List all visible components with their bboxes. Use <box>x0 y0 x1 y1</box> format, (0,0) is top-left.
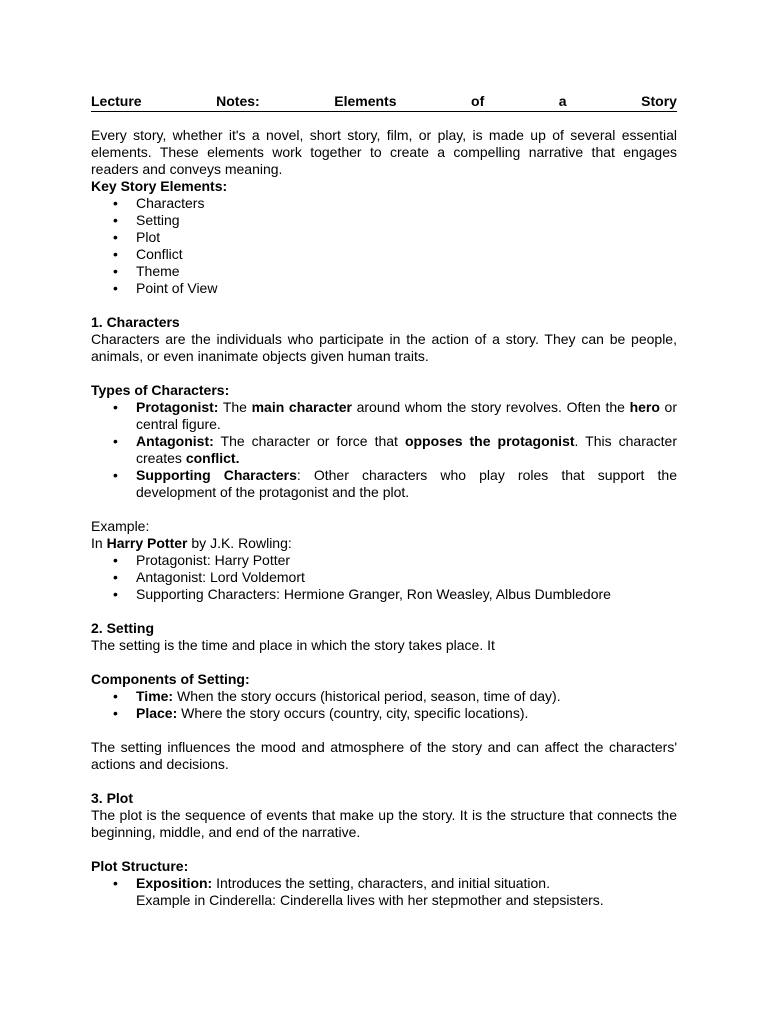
key-elements-heading: Key Story Elements: <box>91 178 228 194</box>
characters-heading: 1. Characters <box>91 314 180 330</box>
list-item: • Conflict <box>91 246 677 263</box>
characters-paragraph: Characters are the individuals who participate in the action of a story. They can be people, animals, or even inanimate objects given human traits. <box>91 331 677 364</box>
list-item <box>91 467 677 501</box>
list-item <box>91 688 677 705</box>
title-word: of <box>471 93 485 109</box>
term-label: Exposition: <box>136 875 213 891</box>
item-text: The character or force that <box>213 433 405 449</box>
exposition-example: Example in Cinderella: Cinderella lives with her stepmother and stepsisters. <box>136 892 604 908</box>
document-page <box>91 93 677 909</box>
title-word: Lecture <box>91 93 142 109</box>
setting-components-heading: Components of Setting: <box>91 671 250 687</box>
item-text: Where the story occurs (country, city, specific locations). <box>177 705 529 721</box>
title-word: Notes: <box>216 93 260 109</box>
setting-heading: 2. Setting <box>91 620 155 636</box>
term-label: Protagonist: <box>136 399 219 415</box>
term-label: Place: <box>136 705 178 721</box>
list-item <box>91 399 677 433</box>
list-item: • Theme <box>91 263 677 280</box>
plot-structure-heading: Plot Structure: <box>91 858 189 874</box>
list-item <box>91 705 677 722</box>
list-item <box>91 433 677 467</box>
emphasis-text: hero <box>629 399 660 415</box>
setting-influence-paragraph: The setting influences the mood and atmosphere of the story and can affect the characters' actions and decisions. <box>91 739 677 772</box>
item-text: In <box>91 535 107 551</box>
plot-heading: 3. Plot <box>91 790 134 806</box>
item-text: Introduces the setting, characters, and initial situation. <box>212 875 550 891</box>
list-item: • Plot <box>91 229 677 246</box>
term-label: Supporting Characters <box>136 467 297 483</box>
intro-paragraph: Every story, whether it's a novel, short story, film, or play, is made up of several essential elements. These elements work together to create a compelling narrative that engages readers and conveys meaning. <box>91 127 677 177</box>
list-item: • Supporting Characters: Hermione Granger, Ron Weasley, Albus Dumbledore <box>91 586 677 603</box>
setting-paragraph: The setting is the time and place in which the story takes place. It <box>91 637 495 653</box>
setting-components-list <box>91 688 677 722</box>
character-types-heading: Types of Characters: <box>91 382 230 398</box>
item-text: around whom the story revolves. Often the <box>351 399 630 415</box>
key-elements-list <box>91 195 677 297</box>
item-text: When the story occurs (historical period, season, time of day). <box>173 688 561 704</box>
item-text: : Other characters who play roles that support the development of the protagonist and the plot. <box>136 467 677 500</box>
list-item: • Protagonist: Harry Potter <box>91 552 677 569</box>
plot-paragraph: The plot is the sequence of events that make up the story. It is the structure that connects the beginning, middle, and end of the narrative. <box>91 807 677 840</box>
item-text: or central figure. <box>136 399 677 432</box>
title-word: a <box>558 93 567 109</box>
character-types-list <box>91 399 677 501</box>
list-item: • Point of View <box>91 280 677 297</box>
book-title: Harry Potter <box>106 535 188 551</box>
emphasis-text: main character <box>251 399 352 415</box>
item-text: . This character creates <box>136 433 677 466</box>
example-intro <box>91 535 677 552</box>
list-item <box>91 875 677 892</box>
list-item: • Antagonist: Lord Voldemort <box>91 569 677 586</box>
item-text: by J.K. Rowling: <box>187 535 292 551</box>
emphasis-text: opposes the protagonist <box>404 433 575 449</box>
term-label: Antagonist: <box>136 433 214 449</box>
title-word: Story <box>641 93 677 109</box>
list-item: • Setting <box>91 212 677 229</box>
item-text: The <box>218 399 252 415</box>
plot-structure-list <box>91 875 677 892</box>
emphasis-text: conflict. <box>185 450 240 466</box>
term-label: Time: <box>136 688 174 704</box>
example-label: Example: <box>91 518 150 534</box>
example-list <box>91 552 677 603</box>
list-item: • Characters <box>91 195 677 212</box>
document-title <box>91 93 677 112</box>
title-word: Elements <box>334 93 397 109</box>
